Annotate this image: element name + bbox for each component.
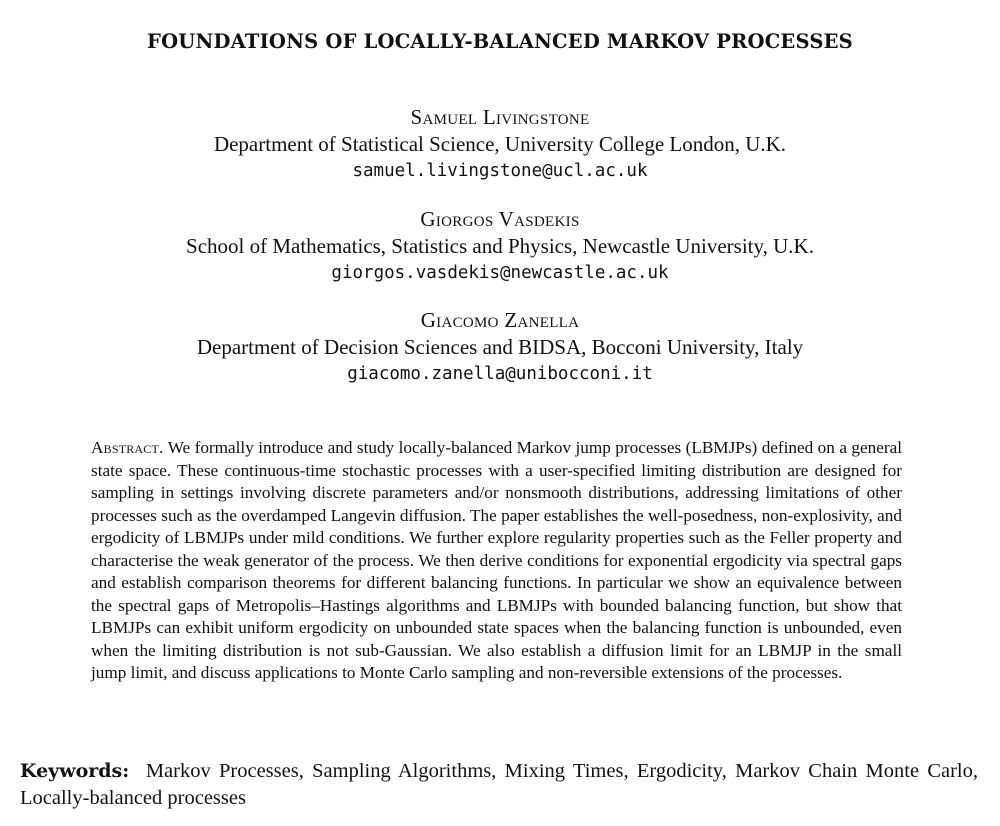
author-affiliation: Department of Decision Sciences and BIDSA, Bocconi University, Italy xyxy=(196,335,804,359)
paper-title: FOUNDATIONS OF LOCALLY-BALANCED MARKOV PROCESSES xyxy=(147,30,853,53)
author-affiliation: School of Mathematics, Statistics and Physics, Newcastle University, U.K. xyxy=(186,234,814,258)
author-block-3 xyxy=(0,307,1000,388)
keywords-label: Keywords: xyxy=(20,760,130,782)
author-block-1 xyxy=(0,104,1000,185)
author-email: giacomo.zanella@unibocconi.it xyxy=(347,364,653,384)
author-name: Samuel Livingstone xyxy=(410,105,590,129)
keywords-text: Markov Processes, Sampling Algorithms, Mixing Times, Ergodicity, Markov Chain Monte Carlo, Locally-balanced processes xyxy=(20,760,978,809)
abstract-label: Abstract. xyxy=(91,438,164,457)
abstract-text: We formally introduce and study locally-balanced Markov jump processes (LBMJPs) defined on a general state space. These continuous-time stochastic processes with a user-specified limiting distribution are designed for sampling in settings involving discrete parameters and/or nonsmooth distributions, addressing limitations of other processes such as the overdamped Langevin diffusion. The paper establishes the well-posedness, non-explosivity, and ergodicity of LBMJPs under mild conditions. We further explore regularity properties such as the Feller property and characterise the weak generator of the process. We then derive conditions for exponential ergodicity via spectral gaps and establish comparison theorems for different balancing functions. In particular we show an equivalence between the spectral gaps of Metropolis–Hastings algorithms and LBMJPs with bounded balancing function, but show that LBMJPs can exhibit uniform ergodicity on unbounded state spaces when the balancing function is unbounded, even when the limiting distribution is not sub-Gaussian. We also establish a diffusion limit for an LBMJP in the small jump limit, and discuss applications to Monte Carlo sampling and non-reversible extensions of the processes. xyxy=(91,438,902,683)
keywords xyxy=(20,758,978,812)
author-email: samuel.livingstone@ucl.ac.uk xyxy=(352,161,648,181)
author-affiliation: Department of Statistical Science, University College London, U.K. xyxy=(213,132,787,156)
author-email: giorgos.vasdekis@newcastle.ac.uk xyxy=(331,263,669,283)
abstract xyxy=(91,437,902,685)
author-block-2 xyxy=(0,206,1000,287)
author-name: Giacomo Zanella xyxy=(420,308,580,332)
author-name: Giorgos Vasdekis xyxy=(420,207,580,231)
